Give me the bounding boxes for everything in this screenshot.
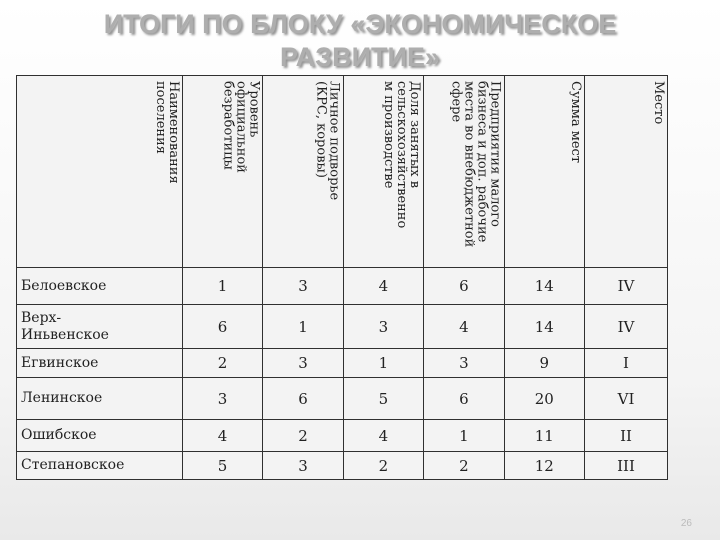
table-cell: 2 bbox=[263, 420, 343, 452]
slide-title bbox=[0, 8, 720, 74]
header-cell-agri-share bbox=[343, 76, 423, 268]
table-cell: 5 bbox=[343, 378, 423, 420]
header-cell-household bbox=[263, 76, 343, 268]
header-small-business: Предприятия малого бизнеса и доп. рабочие места во внебюджетной сфере bbox=[448, 81, 503, 248]
header-sum-of-places: Сумма мест bbox=[568, 81, 584, 163]
header-unemployment: Уровень официальной безработицы bbox=[220, 81, 262, 173]
header-agri-employment: Доля занятых в сельскохозяйственно м производстве bbox=[381, 81, 423, 229]
header-household-livestock: Личное подворье (КРС, коровы) bbox=[313, 81, 342, 201]
settlement-name-cell: Степановское bbox=[17, 452, 183, 480]
table-cell: 2 bbox=[424, 452, 504, 480]
header-place: Место bbox=[651, 81, 666, 125]
table-cell: 3 bbox=[424, 349, 504, 378]
table-cell: 3 bbox=[263, 268, 343, 305]
table-cell: 6 bbox=[424, 378, 504, 420]
table-cell: 3 bbox=[263, 349, 343, 378]
slide-title-line-2: РАЗВИТИЕ» bbox=[280, 42, 440, 72]
header-cell-sum bbox=[504, 76, 584, 268]
table-cell: 20 bbox=[504, 378, 584, 420]
table-cell: 3 bbox=[182, 378, 262, 420]
table-cell: 1 bbox=[182, 268, 262, 305]
table-row bbox=[17, 349, 668, 378]
settlement-name-cell: Белоевское bbox=[17, 268, 183, 305]
header-cell-place bbox=[585, 76, 668, 268]
settlement-name-cell: Ошибское bbox=[17, 420, 183, 452]
table-cell: 1 bbox=[343, 349, 423, 378]
header-row bbox=[17, 76, 668, 268]
table-cell: 9 bbox=[504, 349, 584, 378]
settlement-name-cell: Верх- Иньвенское bbox=[17, 305, 183, 349]
table-cell: 14 bbox=[504, 268, 584, 305]
table-cell: 6 bbox=[263, 378, 343, 420]
table-row bbox=[17, 420, 668, 452]
table-cell: 5 bbox=[182, 452, 262, 480]
table-cell: VI bbox=[585, 378, 668, 420]
results-table bbox=[16, 75, 668, 480]
table-cell: 1 bbox=[263, 305, 343, 349]
table-cell: II bbox=[585, 420, 668, 452]
table-cell: 4 bbox=[182, 420, 262, 452]
table-cell: 2 bbox=[182, 349, 262, 378]
table-cell: I bbox=[585, 349, 668, 378]
header-settlement-name: Наименования поселения bbox=[152, 81, 181, 184]
table-cell: 6 bbox=[182, 305, 262, 349]
table-row bbox=[17, 268, 668, 305]
table-cell: 4 bbox=[424, 305, 504, 349]
table-cell: 1 bbox=[424, 420, 504, 452]
table-cell: 4 bbox=[343, 268, 423, 305]
header-cell-settlement bbox=[17, 76, 183, 268]
settlement-name-cell: Ленинское bbox=[17, 378, 183, 420]
header-cell-small-business bbox=[424, 76, 504, 268]
table-cell: 11 bbox=[504, 420, 584, 452]
table-cell: 3 bbox=[343, 305, 423, 349]
table-row bbox=[17, 378, 668, 420]
table-cell: 6 bbox=[424, 268, 504, 305]
table-row bbox=[17, 452, 668, 480]
table-cell: 2 bbox=[343, 452, 423, 480]
table-cell: 4 bbox=[343, 420, 423, 452]
table-cell: IV bbox=[585, 268, 668, 305]
table-cell: 3 bbox=[263, 452, 343, 480]
table-cell: 12 bbox=[504, 452, 584, 480]
page-number: 26 bbox=[680, 518, 692, 529]
table-row bbox=[17, 305, 668, 349]
header-cell-unemployment bbox=[182, 76, 262, 268]
table-cell: 14 bbox=[504, 305, 584, 349]
settlement-name-cell: Егвинское bbox=[17, 349, 183, 378]
table-cell: III bbox=[585, 452, 668, 480]
table-cell: IV bbox=[585, 305, 668, 349]
slide-title-line-1: ИТОГИ ПО БЛОКУ «ЭКОНОМИЧЕСКОЕ bbox=[103, 9, 617, 39]
